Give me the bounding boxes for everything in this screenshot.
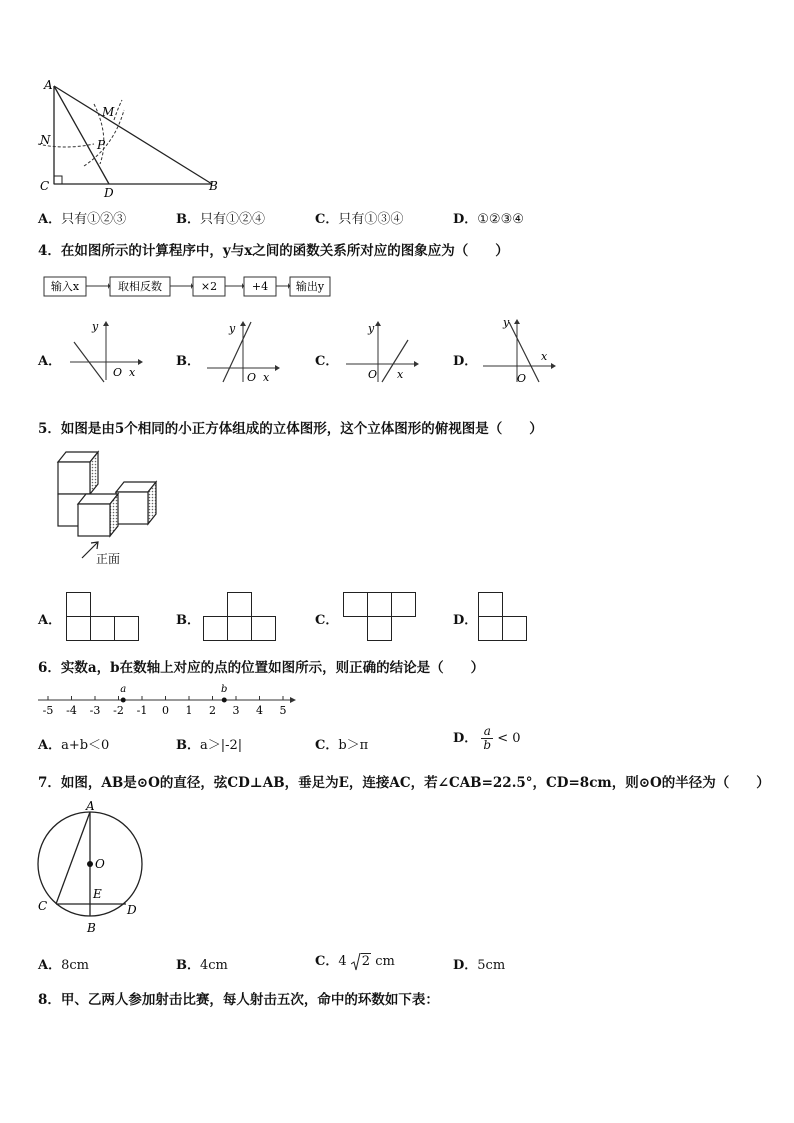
flow-step-plus4: +4 — [251, 280, 269, 293]
label-B: B — [87, 921, 96, 935]
q4-stem: 4．在如图所示的计算程序中，y与x之间的函数关系所对应的图象应为（ ） — [38, 243, 509, 259]
label-O: O — [95, 857, 105, 871]
flow-step-times2: ×2 — [200, 280, 218, 293]
q6-option-d[interactable]: D． $\frac{a}{b}$ < 0 — [453, 724, 521, 752]
svg-text:O: O — [247, 371, 257, 384]
svg-text:x: x — [397, 368, 404, 381]
q4-option-d[interactable]: D． — [453, 354, 478, 369]
label-M: M — [102, 105, 115, 119]
label-E: E — [93, 887, 102, 901]
label-D: D — [127, 903, 137, 917]
q5-shape-a — [66, 592, 142, 644]
q7-stem: 7．如图，AB是⊙O的直径，弦CD⊥AB，垂足为E，连接AC，若∠CAB=22.5°，CD=8cm，则⊙O的半径为（ ） — [38, 775, 770, 791]
svg-text:y: y — [368, 322, 375, 335]
q6-option-c[interactable]: C．b＞π — [315, 738, 369, 753]
q8-stem: 8．甲、乙两人参加射击比赛，每人射击五次，命中的环数如下表： — [38, 992, 439, 1008]
q3-option-d[interactable]: D．①②③④ — [453, 212, 524, 227]
q4-option-b[interactable]: B． — [176, 354, 200, 369]
number-line-tick-label: 1 — [185, 704, 193, 717]
circle-figure — [30, 796, 150, 938]
q5-shape-b — [203, 592, 279, 644]
number-line-tick-label: -4 — [66, 704, 77, 717]
number-line-tick-label: 2 — [209, 704, 216, 717]
label-C: C — [40, 179, 50, 193]
q5-option-c[interactable]: C． — [315, 613, 339, 628]
q4-graph-c — [342, 318, 422, 384]
q4-option-c[interactable]: C． — [315, 354, 339, 369]
svg-text:x: x — [129, 366, 136, 379]
q5-option-b[interactable]: B． — [176, 613, 200, 628]
svg-text:x: x — [263, 371, 270, 384]
label-C: C — [38, 899, 48, 913]
number-line-tick-label: 3 — [232, 704, 240, 717]
svg-text:O: O — [368, 368, 378, 381]
q7-option-a[interactable]: A．8cm — [38, 958, 89, 973]
flowchart — [40, 274, 340, 300]
point-a — [121, 698, 126, 703]
front-view-label: 正面 — [96, 552, 121, 566]
svg-text:y: y — [229, 322, 236, 335]
q3-option-c[interactable]: C．只有①③④ — [315, 212, 404, 227]
fraction-a-over-b: $\frac{a}{b}$ — [483, 724, 492, 752]
q6-stem: 6．实数a，b在数轴上对应的点的位置如图所示，则正确的结论是（ ） — [38, 660, 485, 676]
q6-option-b[interactable]: B．a＞|-2| — [176, 738, 243, 753]
number-line-tick-label: 5 — [279, 704, 287, 717]
number-line-tick-label: -2 — [113, 704, 124, 717]
number-line-tick-label: -1 — [136, 704, 148, 717]
number-line-tick-label: -3 — [89, 704, 101, 717]
label-N: N — [40, 133, 51, 147]
number-line — [36, 680, 300, 720]
svg-text:O: O — [113, 366, 123, 379]
point-a-label: a — [120, 684, 127, 695]
number-line-tick-label: -5 — [42, 704, 54, 717]
number-line-tick-label: 0 — [162, 704, 169, 717]
q5-option-a[interactable]: A． — [38, 613, 62, 628]
q7-option-c[interactable]: C．4 2 cm — [315, 954, 395, 969]
q6-option-a[interactable]: A．a+b＜0 — [38, 738, 110, 753]
q4-option-a[interactable]: A． — [38, 354, 62, 369]
flow-step-input: 输入x — [50, 280, 80, 293]
svg-text:O: O — [517, 372, 527, 384]
label-A: A — [44, 78, 53, 92]
q4-graph-a — [66, 318, 146, 384]
q5-option-d[interactable]: D． — [453, 613, 478, 628]
svg-text:y: y — [503, 316, 510, 329]
q7-option-d[interactable]: D．5cm — [453, 958, 506, 973]
q4-graph-d — [479, 316, 559, 384]
flow-step-output: 输出y — [295, 280, 325, 293]
label-P: P — [97, 138, 106, 152]
triangle-figure — [34, 76, 234, 200]
q7-option-b[interactable]: B．4cm — [176, 958, 228, 973]
flow-step-negate: 取相反数 — [118, 280, 162, 293]
q3-option-a[interactable]: A．只有①②③ — [38, 212, 127, 227]
q4-graph-b — [203, 318, 283, 384]
label-D: D — [104, 186, 114, 200]
number-line-arrow — [290, 697, 296, 703]
q5-shape-c — [343, 592, 419, 644]
svg-text:x: x — [541, 350, 548, 363]
point-b-label: b — [221, 684, 228, 695]
sqrt-symbol — [351, 953, 361, 971]
q5-shape-d — [478, 592, 530, 644]
label-B: B — [209, 179, 218, 193]
point-b — [222, 698, 227, 703]
label-A: A — [86, 799, 95, 813]
q5-stem: 5．如图是由5个相同的小正方体组成的立体图形，这个立体图形的俯视图是（ ） — [38, 421, 543, 437]
svg-text:y: y — [92, 320, 99, 333]
number-line-tick-label: 4 — [256, 704, 263, 717]
q3-option-b[interactable]: B．只有①②④ — [176, 212, 266, 227]
